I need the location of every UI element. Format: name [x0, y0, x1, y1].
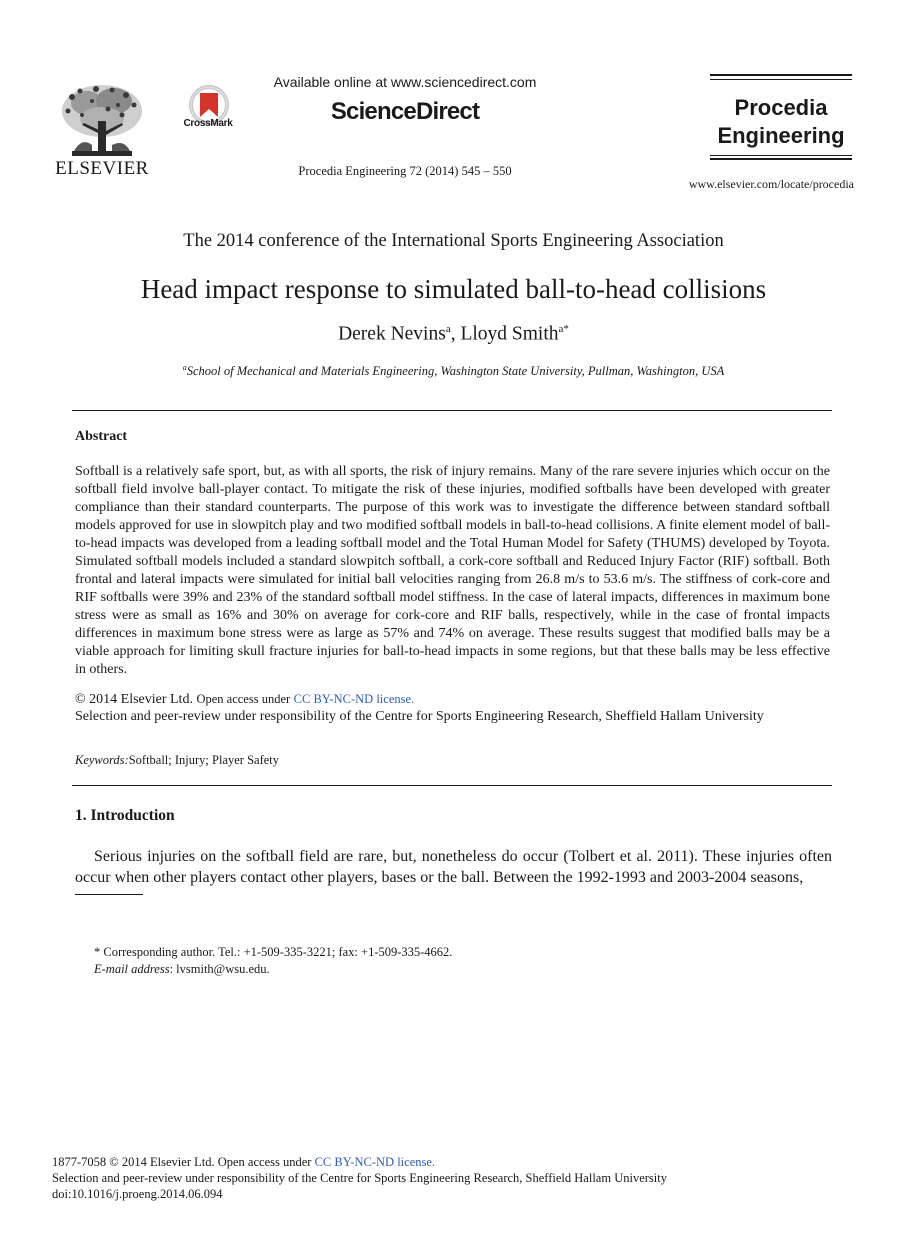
paper-title: Head impact response to simulated ball-to-head collisions	[140, 274, 767, 304]
issn-copyright-line	[52, 1155, 435, 1170]
keywords-line	[75, 753, 279, 768]
keywords-list: Softball; Injury; Player Safety	[128, 753, 280, 767]
journal-box-rule	[710, 155, 852, 156]
author-affil-marker: a*	[558, 323, 569, 335]
abstract-heading: Abstract	[75, 429, 128, 444]
journal-reference: Procedia Engineering 72 (2014) 545 – 550	[298, 164, 512, 178]
author-separator: ,	[450, 323, 461, 345]
corresponding-author-footnote: * Corresponding author. Tel.: +1-509-335-3221; fax: +1-509-335-4662.	[94, 945, 453, 959]
introduction-heading: 1. Introduction	[75, 807, 175, 824]
sciencedirect-brand: ScienceDirect	[330, 98, 480, 125]
journal-brand-line2: Engineering	[717, 123, 845, 148]
author-list	[0, 323, 907, 346]
journal-box-rule	[710, 158, 852, 160]
affiliation-text: School of Mechanical and Materials Engineering, Washington State University, Pullman, Washington, USA	[186, 364, 725, 379]
journal-brand-line1: Procedia	[734, 95, 828, 120]
journal-brand	[710, 94, 852, 150]
doi-line[interactable]: doi:10.1016/j.proeng.2014.06.094	[52, 1187, 223, 1201]
email-footnote	[94, 962, 270, 977]
email-label: E-mail address	[94, 962, 170, 976]
peer-review-statement: Selection and peer-review under responsibility of the Centre for Sports Engineering Research, Sheffield Hallam University	[75, 709, 764, 724]
copyright-line	[75, 692, 830, 708]
author-name: Lloyd Smith	[460, 323, 559, 345]
section-divider	[72, 785, 832, 786]
elsevier-wordmark: ELSEVIER	[55, 158, 149, 179]
footnote-rule	[75, 894, 143, 895]
conference-name: The 2014 conference of the International Sports Engineering Association	[183, 231, 724, 251]
abstract-body: Softball is a relatively safe sport, but, as with all sports, the risk of injury remains. Many of the rare severe injuries which occur on the softball field involve ball-player contact. To mitigate the risk of these injuries, modified softballs have been developed with greater compliance than their standard counterparts. The purpose of this work was to investigate the difference between standard softball models approved for use in slowpitch play and two modified softball models in ball-to-head collisions. A finite element model of ball-to-head impacts was developed from a leading softball model and the Total Human Model for Safety (THUMS) developed by Toyota. Simulated softball models included a standard slowpitch softball, a cork-core softball and Reduced Injury Factor (RIF) softball. Both frontal and lateral impacts were simulated for initial ball velocities ranging from 26.8 m/s to 53.6 m/s. The stiffness of cork-core and RIF softballs were 39% and 23% of the standard softball model stiffness. In the case of lateral impacts, differences in maximum bone stress were as small as 16% and 30% on average for cork-core and RIF balls, respectively, while in the case of frontal impacts differences in maximum bone stress were as large as 57% and 74% on average. These results suggest that modified balls may be a viable approach for limiting skull fracture injuries for ball-to-head impacts in some regions, but that these balls may be less effective in others.	[75, 464, 830, 677]
journal-url[interactable]: www.elsevier.com/locate/procedia	[688, 177, 854, 191]
license-link[interactable]: CC BY-NC-ND license.	[293, 692, 415, 706]
issn-copyright-text: 1877-7058 © 2014 Elsevier Ltd. Open access under	[52, 1155, 312, 1169]
journal-box-rule	[710, 79, 852, 80]
introduction-body: Serious injuries on the softball field are rare, but, nonetheless do occur (Tolbert et al. 2011). These injuries often occur when other players contact other players, bases or the ball. Between the 1992-1993 and 2003-2004 seasons,	[75, 848, 832, 886]
author-affil-marker: a	[445, 323, 451, 335]
available-online-text: Available online at www.sciencedirect.com	[273, 74, 537, 90]
affiliation	[0, 363, 907, 379]
peer-review-footer: Selection and peer-review under responsibility of the Centre for Sports Engineering Research, Sheffield Hallam University	[52, 1171, 667, 1185]
crossmark-label[interactable]: CrossMark	[183, 118, 233, 129]
journal-box-rule	[710, 74, 852, 76]
copyright-text: © 2014 Elsevier Ltd.	[75, 692, 193, 707]
section-divider	[72, 410, 832, 411]
keywords-label: Keywords:	[75, 753, 129, 767]
open-access-text: Open access under	[196, 692, 291, 706]
license-link[interactable]: CC BY-NC-ND license.	[314, 1155, 436, 1169]
email-address[interactable]: : lvsmith@wsu.edu.	[169, 962, 270, 976]
author-name: Derek Nevins	[338, 323, 446, 345]
affiliation-marker: a	[182, 363, 187, 372]
